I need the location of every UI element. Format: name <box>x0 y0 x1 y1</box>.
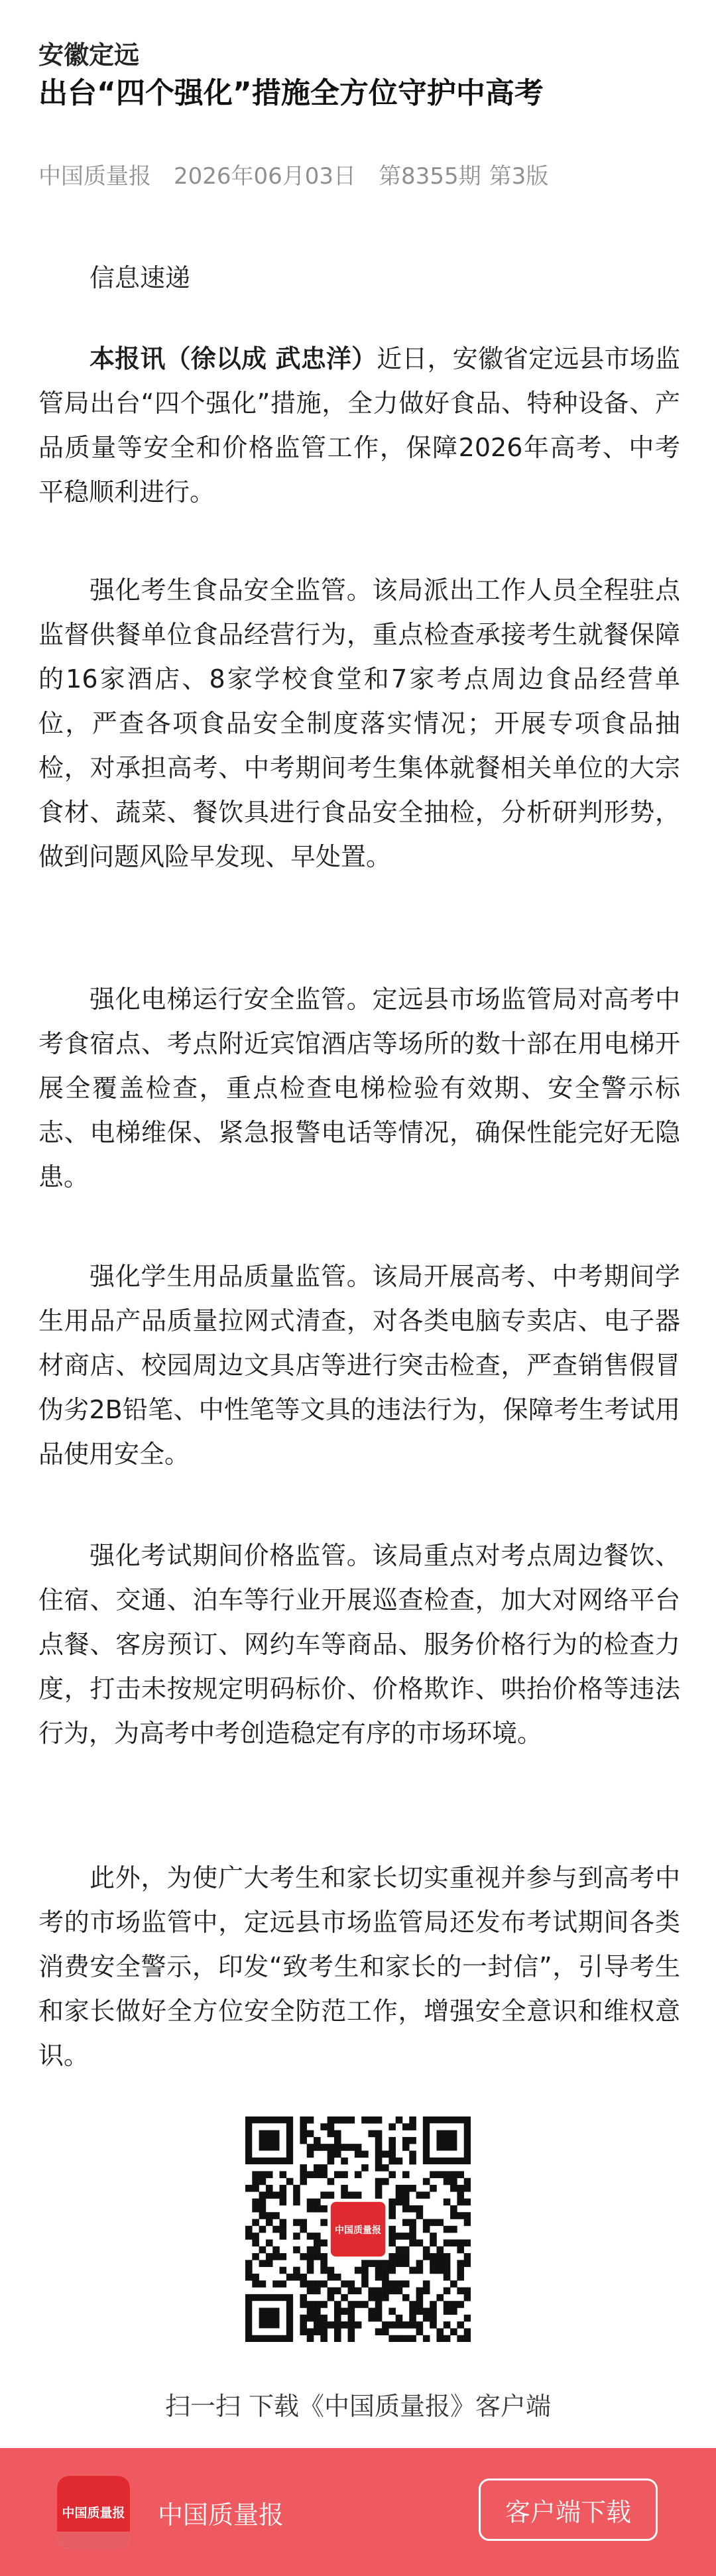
bottom-app-bar <box>0 2448 716 2576</box>
paragraph-price-supervision: 强化考试期间价格监管。该局重点对考点周边餐饮、住宿、交通、泊车等行业开展巡查检查，加大对网络平台点餐、客房预订、网约车等商品、服务价格行为的检查力度，打击未按规定明码标价、价格欺诈、哄抬价格等违法行为，为高考中考创造稳定有序的市场环境。 <box>38 1541 680 1748</box>
paragraph-consumer-warning: 此外，为使广大考生和家长切实重视并参与到高考中考的市场监管中，定远县市场监管局还发布考试期间各类消费安全警示，印发“致考生和家长的一封信”，引导考生和家长做好全方位安全防范工作，增强安全意识和维权意识。 <box>38 1863 680 2070</box>
qr-code-icon <box>245 2116 471 2342</box>
app-logo-text: 中国质量报 <box>62 2506 125 2520</box>
article-meta <box>38 158 548 190</box>
lead-paragraph <box>38 337 680 515</box>
paragraph-elevator-safety: 强化电梯运行安全监管。定远县市场监管局对高考中考食宿点、考点附近宾馆酒店等场所的数十部在用电梯开展全覆盖检查，重点检查电梯检验有效期、安全警示标志、电梯维保、紧急报警电话等情况，确保性能完好无隐患。 <box>38 985 680 1192</box>
qr-code-graphic <box>245 2116 471 2342</box>
download-app-button[interactable]: 客户端下载 <box>479 2479 658 2541</box>
lead-text: 近日，安徽省定远县市场监管局出台“四个强化”措施，全力做好食品、特种设备、产品质量等安全和价格监管工作，保障2026年高考、中考平稳顺利进行。 <box>38 344 680 507</box>
meta-date: 2026年06月03日 <box>174 163 357 190</box>
paragraph-student-supplies: 强化学生用品质量监管。该局开展高考、中考期间学生用品产品质量拉网式清查，对各类电脑专卖店、电子器材商店、校园周边文具店等进行突击检查，严查销售假冒伪劣2B铅笔、中性笔等文具的违法行为，保障考生考试用品使用安全。 <box>38 1262 680 1469</box>
app-logo-graphic <box>57 2476 130 2549</box>
app-name: 中国质量报 <box>158 2500 284 2530</box>
section-label: 信息速递 <box>90 263 191 292</box>
qr-center-logo-text: 中国质量报 <box>335 2225 381 2236</box>
meta-page: 第3版 <box>489 163 549 190</box>
article-kicker: 安徽定远 <box>38 40 140 70</box>
article-headline: 出台“四个强化”措施全方位守护中高考 <box>38 76 544 110</box>
meta-issue: 第8355期 <box>379 163 481 190</box>
meta-source: 中国质量报 <box>38 163 151 190</box>
paragraph-food-safety: 强化考生食品安全监管。该局派出工作人员全程驻点监督供餐单位食品经营行为，重点检查承接考生就餐保障的16家酒店、8家学校食堂和7家考点周边食品经营单位，严查各项食品安全制度落实情况；开展专项食品抽检，对承担高考、中考期间考生集体就餐相关单位的大宗食材、蔬菜、餐饮具进行食品安全抽检，分析研判形势，做到问题风险早发现、早处置。 <box>38 576 680 871</box>
lead-byline: 本报讯（徐以成 武忠洋） <box>90 344 377 373</box>
qr-caption: 扫一扫 下载《中国质量报》客户端 <box>164 2392 552 2421</box>
app-logo-icon <box>57 2476 130 2549</box>
